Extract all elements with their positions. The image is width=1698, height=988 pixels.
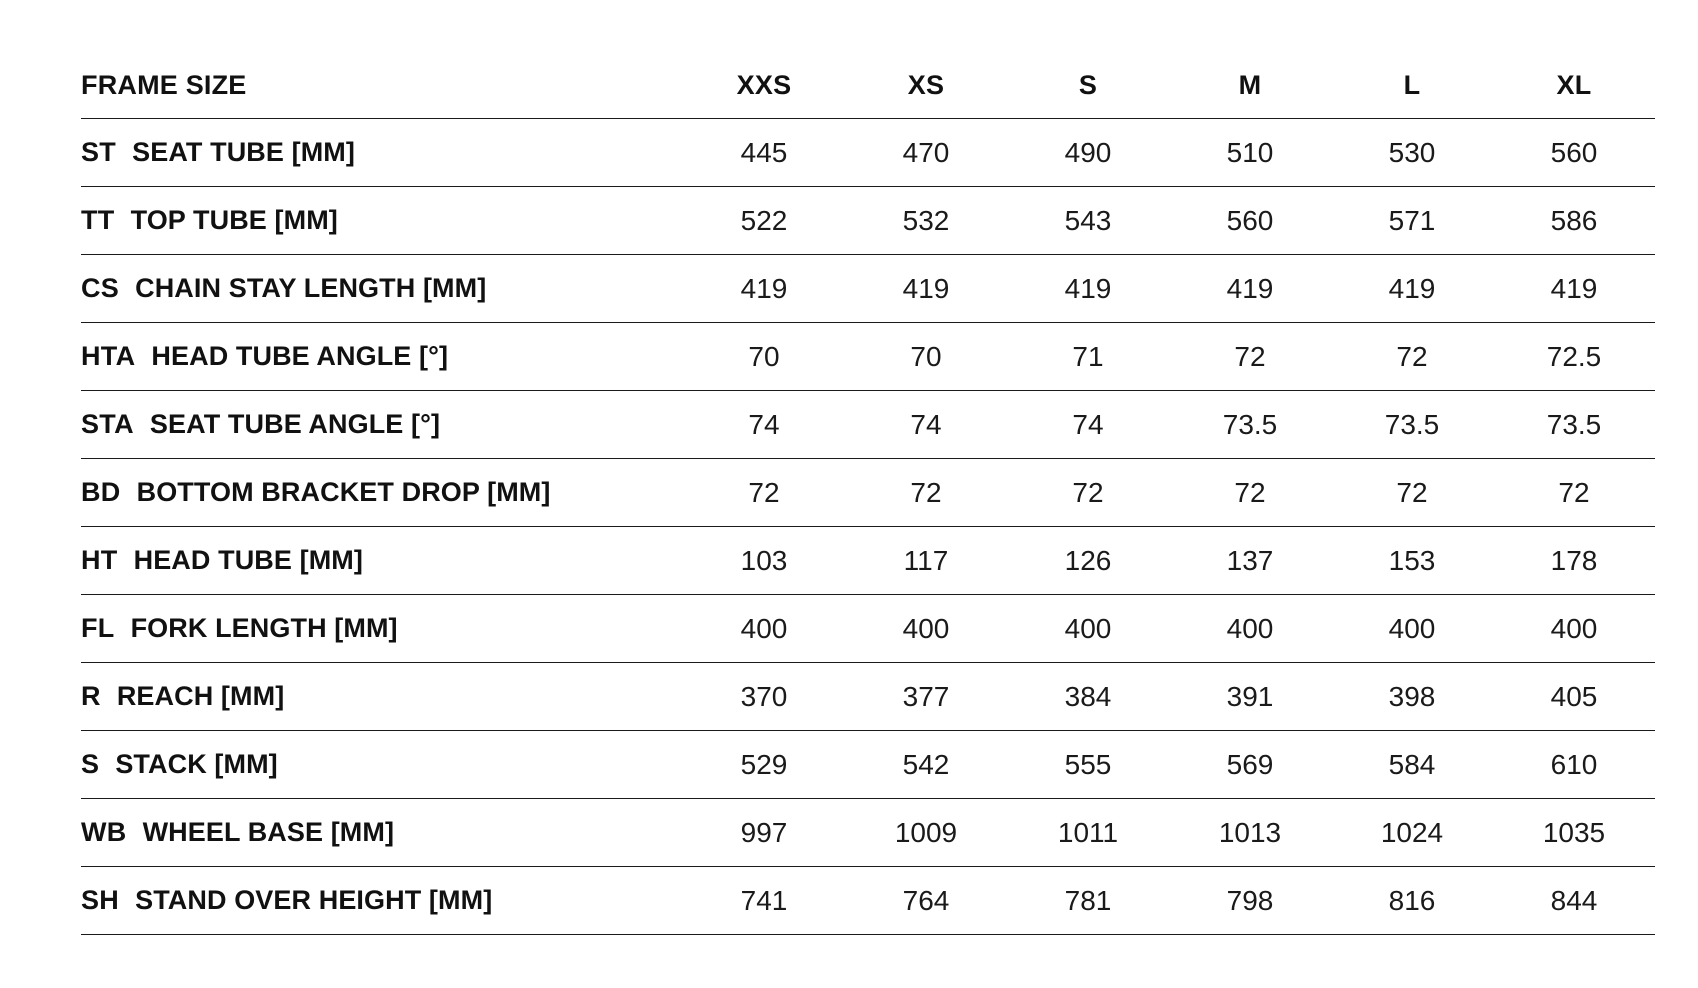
value-cell-xs: 377 <box>845 663 1007 731</box>
value-cell-s: 126 <box>1007 527 1169 595</box>
row-measurement-name: FORK LENGTH [MM] <box>130 613 398 643</box>
value-cell-xxs: 522 <box>683 187 845 255</box>
value-cell-m: 1013 <box>1169 799 1331 867</box>
row-abbreviation: S <box>81 749 100 779</box>
value-cell-s: 555 <box>1007 731 1169 799</box>
value-cell-l: 73.5 <box>1331 391 1493 459</box>
value-cell-l: 72 <box>1331 459 1493 527</box>
row-label <box>81 255 683 323</box>
value-cell-m: 510 <box>1169 119 1331 187</box>
value-cell-s: 543 <box>1007 187 1169 255</box>
row-label <box>81 187 683 255</box>
row-label <box>81 731 683 799</box>
value-cell-s: 1011 <box>1007 799 1169 867</box>
value-cell-m: 798 <box>1169 867 1331 935</box>
value-cell-l: 153 <box>1331 527 1493 595</box>
table-row <box>81 663 1655 731</box>
value-cell-xxs: 370 <box>683 663 845 731</box>
row-abbreviation: FL <box>81 613 115 643</box>
value-cell-l: 72 <box>1331 323 1493 391</box>
row-measurement-name: STACK [MM] <box>115 749 278 779</box>
row-label <box>81 595 683 663</box>
value-cell-m: 560 <box>1169 187 1331 255</box>
row-abbreviation: TT <box>81 205 115 235</box>
row-label <box>81 867 683 935</box>
size-header-s: S <box>1007 52 1169 119</box>
value-cell-m: 419 <box>1169 255 1331 323</box>
value-cell-s: 781 <box>1007 867 1169 935</box>
value-cell-xl: 73.5 <box>1493 391 1655 459</box>
row-measurement-name: WHEEL BASE [MM] <box>142 817 395 847</box>
value-cell-xl: 419 <box>1493 255 1655 323</box>
table-row <box>81 187 1655 255</box>
value-cell-l: 530 <box>1331 119 1493 187</box>
value-cell-m: 73.5 <box>1169 391 1331 459</box>
row-measurement-name: STAND OVER HEIGHT [MM] <box>135 885 493 915</box>
row-measurement-name: HEAD TUBE [MM] <box>133 545 363 575</box>
size-header-l: L <box>1331 52 1493 119</box>
row-label <box>81 391 683 459</box>
value-cell-xl: 586 <box>1493 187 1655 255</box>
value-cell-l: 419 <box>1331 255 1493 323</box>
value-cell-xxs: 419 <box>683 255 845 323</box>
value-cell-s: 419 <box>1007 255 1169 323</box>
row-abbreviation: HTA <box>81 341 136 371</box>
value-cell-xs: 542 <box>845 731 1007 799</box>
value-cell-m: 400 <box>1169 595 1331 663</box>
row-measurement-name: SEAT TUBE [MM] <box>132 137 355 167</box>
row-abbreviation: CS <box>81 273 120 303</box>
table-row <box>81 459 1655 527</box>
value-cell-xs: 400 <box>845 595 1007 663</box>
value-cell-xs: 70 <box>845 323 1007 391</box>
value-cell-s: 71 <box>1007 323 1169 391</box>
row-label <box>81 527 683 595</box>
table-row <box>81 867 1655 935</box>
row-measurement-name: REACH [MM] <box>116 681 285 711</box>
value-cell-xxs: 529 <box>683 731 845 799</box>
value-cell-xs: 470 <box>845 119 1007 187</box>
row-abbreviation: HT <box>81 545 118 575</box>
row-measurement-name: HEAD TUBE ANGLE [°] <box>151 341 449 371</box>
table-row <box>81 799 1655 867</box>
size-header-xs: XS <box>845 52 1007 119</box>
row-abbreviation: SH <box>81 885 120 915</box>
value-cell-xs: 117 <box>845 527 1007 595</box>
value-cell-s: 74 <box>1007 391 1169 459</box>
header-row <box>81 52 1655 119</box>
row-label <box>81 459 683 527</box>
value-cell-m: 72 <box>1169 323 1331 391</box>
table-row <box>81 255 1655 323</box>
value-cell-s: 72 <box>1007 459 1169 527</box>
table-row <box>81 119 1655 187</box>
table-header <box>81 52 1655 119</box>
value-cell-xl: 844 <box>1493 867 1655 935</box>
value-cell-xxs: 997 <box>683 799 845 867</box>
value-cell-m: 137 <box>1169 527 1331 595</box>
row-abbreviation: WB <box>81 817 127 847</box>
value-cell-xxs: 741 <box>683 867 845 935</box>
value-cell-l: 400 <box>1331 595 1493 663</box>
row-label <box>81 663 683 731</box>
value-cell-xl: 560 <box>1493 119 1655 187</box>
value-cell-xl: 72 <box>1493 459 1655 527</box>
frame-size-header: FRAME SIZE <box>81 52 683 119</box>
row-abbreviation: R <box>81 681 101 711</box>
value-cell-l: 816 <box>1331 867 1493 935</box>
table-row <box>81 323 1655 391</box>
row-measurement-name: TOP TUBE [MM] <box>130 205 338 235</box>
value-cell-m: 391 <box>1169 663 1331 731</box>
row-abbreviation: ST <box>81 137 117 167</box>
value-cell-xl: 1035 <box>1493 799 1655 867</box>
value-cell-m: 569 <box>1169 731 1331 799</box>
row-measurement-name: CHAIN STAY LENGTH [MM] <box>135 273 487 303</box>
value-cell-l: 584 <box>1331 731 1493 799</box>
value-cell-xs: 72 <box>845 459 1007 527</box>
value-cell-s: 384 <box>1007 663 1169 731</box>
value-cell-xs: 74 <box>845 391 1007 459</box>
size-header-xxs: XXS <box>683 52 845 119</box>
value-cell-xl: 610 <box>1493 731 1655 799</box>
row-label <box>81 119 683 187</box>
row-measurement-name: SEAT TUBE ANGLE [°] <box>149 409 441 439</box>
value-cell-m: 72 <box>1169 459 1331 527</box>
value-cell-l: 398 <box>1331 663 1493 731</box>
size-header-xl: XL <box>1493 52 1655 119</box>
value-cell-xs: 1009 <box>845 799 1007 867</box>
value-cell-xs: 532 <box>845 187 1007 255</box>
row-label <box>81 323 683 391</box>
table-row <box>81 731 1655 799</box>
row-abbreviation: BD <box>81 477 121 507</box>
value-cell-l: 1024 <box>1331 799 1493 867</box>
value-cell-s: 400 <box>1007 595 1169 663</box>
row-label <box>81 799 683 867</box>
table-row <box>81 391 1655 459</box>
value-cell-xl: 405 <box>1493 663 1655 731</box>
value-cell-l: 571 <box>1331 187 1493 255</box>
row-measurement-name: BOTTOM BRACKET DROP [MM] <box>136 477 551 507</box>
value-cell-s: 490 <box>1007 119 1169 187</box>
value-cell-xxs: 72 <box>683 459 845 527</box>
value-cell-xl: 72.5 <box>1493 323 1655 391</box>
geometry-table <box>81 52 1655 935</box>
row-abbreviation: STA <box>81 409 134 439</box>
table-row <box>81 527 1655 595</box>
value-cell-xxs: 445 <box>683 119 845 187</box>
value-cell-xxs: 400 <box>683 595 845 663</box>
size-header-m: M <box>1169 52 1331 119</box>
value-cell-xxs: 70 <box>683 323 845 391</box>
value-cell-xs: 764 <box>845 867 1007 935</box>
value-cell-xs: 419 <box>845 255 1007 323</box>
value-cell-xl: 400 <box>1493 595 1655 663</box>
table-row <box>81 595 1655 663</box>
value-cell-xxs: 74 <box>683 391 845 459</box>
value-cell-xl: 178 <box>1493 527 1655 595</box>
value-cell-xxs: 103 <box>683 527 845 595</box>
table-body <box>81 119 1655 935</box>
